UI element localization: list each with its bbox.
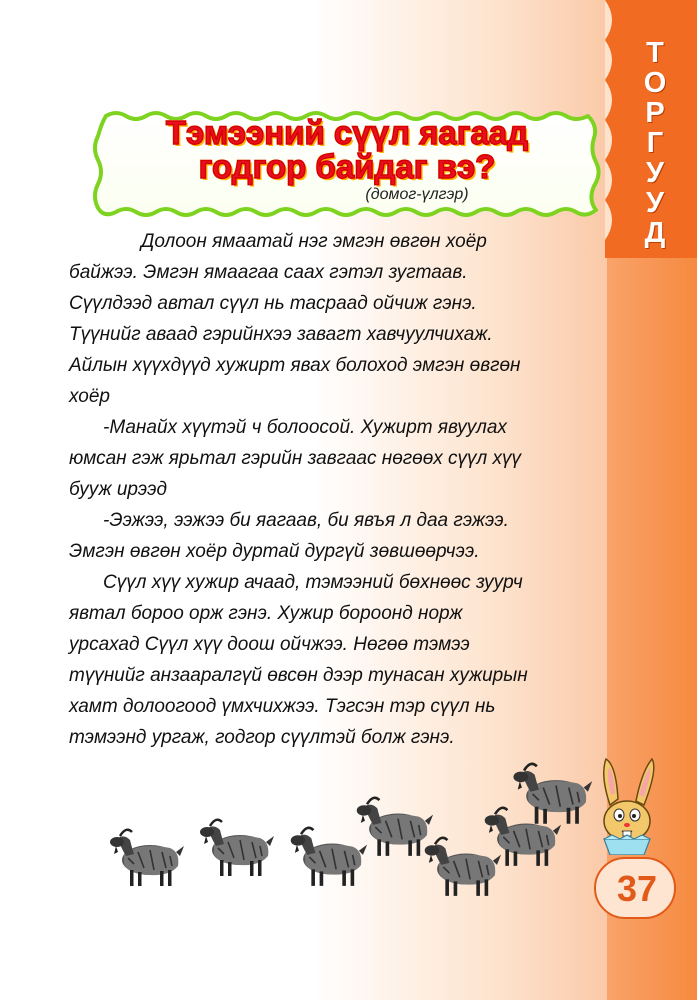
story-line: -Ээжээ, ээжээ би яагаав, би явъя л даа гэжээ. [103, 510, 509, 531]
section-letter: Т [646, 37, 664, 69]
story-line: Сүүл хүү хужир ачаад, тэмээний бөхнөөс зуурч [103, 572, 523, 593]
page-number-badge [594, 857, 676, 919]
title-box [92, 110, 602, 218]
story-line: Түүнийг аваад гэрийнхээ завагт хавчуулчихаж. [69, 324, 493, 345]
section-letter: О [643, 67, 667, 99]
story-line: хамт долоогоод үмхчихжээ. Тэгсэн тэр сүүл нь [69, 696, 496, 717]
section-letter: Г [646, 127, 664, 159]
section-letter: Р [645, 97, 665, 129]
section-letter: У [645, 187, 665, 219]
story-line: Сүүлдээд автал сүүл нь тасраад ойчиж гэнэ. [69, 293, 477, 314]
section-letter: У [645, 157, 665, 189]
story-line: тэмээнд ургаж, годгор сүүлтэй болж гэнэ. [69, 727, 455, 748]
story-line: байжээ. Эмгэн ямаагаа саах гэтэл зугтаав. [69, 262, 468, 283]
page-number: 37 [616, 868, 658, 909]
story-line: -Манайх хүүтэй ч болоосой. Хужирт явуулах [103, 417, 507, 438]
goat-icon [200, 818, 280, 880]
rabbit-mascot-icon [592, 755, 662, 855]
story-line: Долоон ямаатай нэг эмгэн өвгөн хоёр [141, 231, 487, 252]
story-subtitle: (домог-үлгэр) [365, 186, 469, 203]
story-line: түүнийг анзааралгүй өвсөн дээр тунасан хужирын [69, 665, 528, 686]
story-line: Айлын хүүхдүүд хужирт явах болоход эмгэн өвгөн [69, 355, 521, 376]
section-tab [605, 0, 697, 258]
story-line: юмсан гэж ярьтал гэрийн завгаас нөгөөх сүүл хүү [69, 448, 522, 469]
story-line: Эмгэн өвгөн хоёр дуртай дургүй зөвшөөрчээ. [69, 541, 480, 562]
story-title-line2: годгор байдаг вэ? [198, 148, 496, 185]
section-letter: Д [644, 217, 666, 249]
story-line: урсахад Сүүл хүү доош ойчжээ. Нөгөө тэмээ [69, 634, 470, 655]
goat-icon [512, 762, 600, 828]
goat-icon [110, 828, 190, 890]
story-body [69, 226, 604, 753]
story-line: хоёр [69, 386, 110, 407]
story-line: явтал бороо орж гэнэ. Хужир бороонд норж [69, 603, 463, 624]
story-line: бууж ирээд [69, 479, 167, 500]
wave-edge [605, 0, 633, 258]
section-title-vertical [631, 38, 679, 248]
story-title [92, 116, 602, 184]
story-title-line1: Тэмээний сүүл яагаад [165, 114, 529, 151]
